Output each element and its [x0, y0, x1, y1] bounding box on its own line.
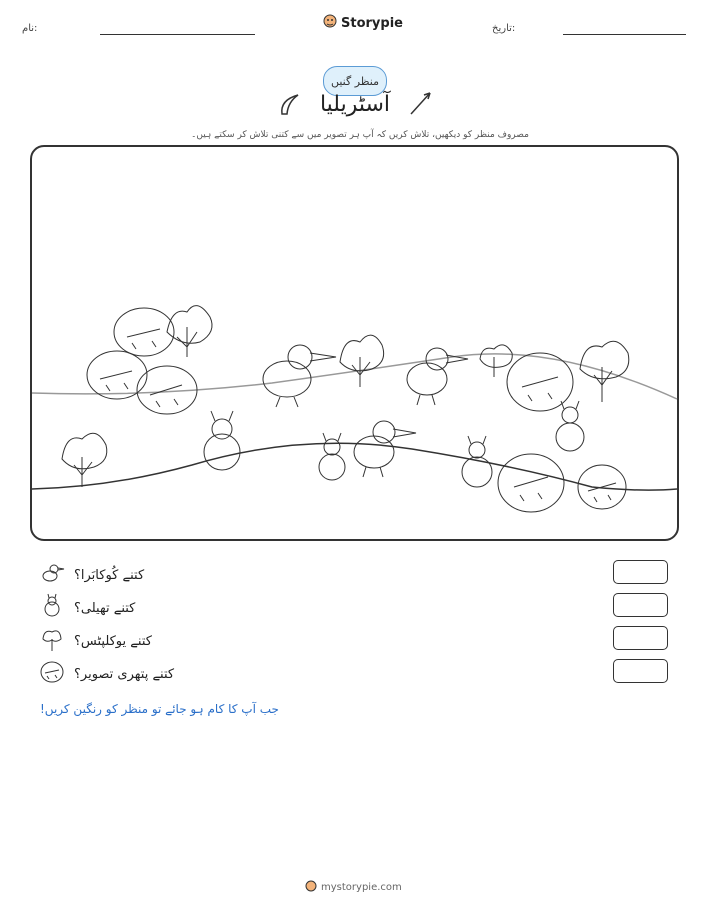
rock-art-icon	[40, 660, 64, 688]
scene-drawing	[32, 147, 677, 539]
eucalyptus-tree	[480, 345, 512, 377]
date-field-line[interactable]	[563, 34, 686, 35]
question-row	[40, 627, 152, 655]
storypie-mascot-icon	[323, 14, 337, 32]
footer	[305, 880, 402, 895]
brand-logo	[323, 14, 403, 32]
question-row	[40, 594, 135, 622]
question-row	[40, 660, 174, 688]
answer-box[interactable]	[613, 560, 668, 584]
name-label: نام:	[22, 23, 38, 34]
question-text: کتنے پتھری تصویر؟	[74, 666, 175, 682]
search-scene	[30, 145, 679, 541]
eucalyptus-icon	[40, 627, 64, 655]
kookaburra-icon	[40, 561, 64, 589]
kangaroo-icon	[40, 594, 64, 622]
rock-art-stone	[114, 308, 174, 356]
rock-art-stone	[507, 353, 573, 411]
rock-art-stone	[498, 454, 564, 512]
worksheet-title: آسٹریلیا	[319, 92, 391, 117]
kangaroo-joey	[462, 436, 492, 487]
rock-art-stone	[87, 351, 147, 399]
footer-site[interactable]: mystorypie.com	[321, 882, 402, 893]
instructions: مصروف منظر کو دیکھیں، تلاش کریں کہ آپ ہر تصویر میں سے کتنی تلاش کر سکتے ہیں۔	[191, 130, 529, 140]
kangaroo-joey	[319, 433, 345, 480]
question-text: کتنے یوکلپٹس؟	[74, 633, 152, 649]
answer-box[interactable]	[613, 593, 668, 617]
spear-icon	[408, 90, 434, 120]
storypie-mascot-icon	[305, 880, 317, 895]
answer-box[interactable]	[613, 626, 668, 650]
closing-note: جب آپ کا کام ہو جائے تو منظر کو رنگین کریں!	[40, 702, 279, 716]
question-text: کتنے تھیلی؟	[74, 600, 136, 616]
kangaroo-joey	[556, 401, 584, 451]
kangaroo-joey	[204, 411, 240, 470]
kookaburra	[354, 421, 416, 477]
brand-name: Storypie	[341, 15, 403, 31]
name-field-line[interactable]	[100, 34, 255, 35]
answer-box[interactable]	[613, 659, 668, 683]
date-label: تاریخ:	[492, 23, 516, 34]
back-hill-line	[32, 354, 677, 399]
eucalyptus-tree	[62, 433, 107, 487]
question-row	[40, 561, 144, 589]
worksheet-tag: منظر گنیں	[323, 66, 387, 96]
eucalyptus-tree	[340, 335, 384, 387]
question-text: کتنے کُوکابَرا؟	[74, 567, 145, 583]
rock-art-stone	[578, 465, 626, 509]
